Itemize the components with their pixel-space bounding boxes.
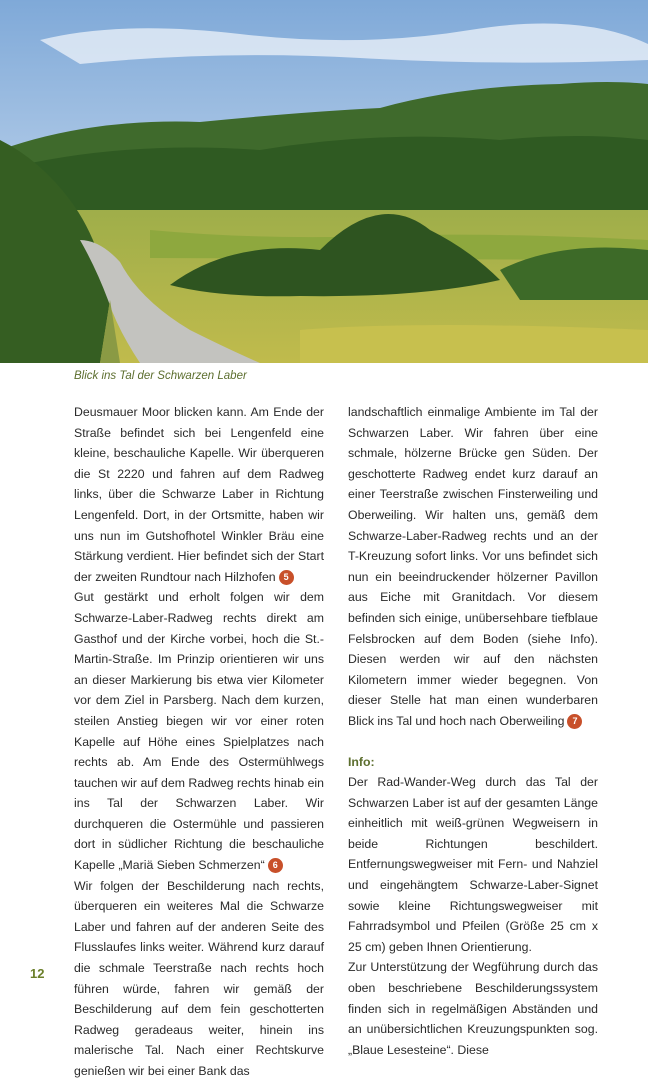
paragraph: Wir folgen der Beschilderung nach rechts, überqueren ein weiteres Mal die Schwarze Laber und fahren auf der anderen Seite des Flusslaufes links weiter. Während kurz darauf die schmale Teerstraße nach rechts hoch führen würde, fahren wir gemäß der Beschilderung auf dem fein geschotterten Radweg geradeaus weiter, hinein ins malerische Tal. Nach einer Rechtskurve genießen wir bei einer Bank das xyxy=(74,878,324,1078)
paragraph: Deusmauer Moor blicken kann. Am Ende der Straße befindet sich bei Lengenfeld eine kleine, beschauliche Kapelle. Wir überqueren die St 2220 und fahren auf dem Radweg links, über die Schwarze Laber in Richtung Lengenfeld. Dort, in der Ortsmitte, haben wir uns nun im Gutshofhotel Winkler Bräu eine Stärkung verdient. Hier befindet sich der Start der zweiten Rundtour nach Hilzhofen 5 xyxy=(74,405,324,584)
route-marker: 6 xyxy=(268,858,283,873)
info-paragraph: Der Rad-Wander-Weg durch das Tal der Schwarzen Laber ist auf der gesamten Länge einheitlich mit weiß-grünen Wegweisern in beide Richtungen beschildert. Entfernungswegweiser mit Fern- und Nahziel und eingehängtem Schwarze-Laber-Signet sowie kleine Richtungswegweiser mit Fahrradsymbol und Pfeilen (Größe 25 cm x 25 cm) geben Ihnen Orientierung. xyxy=(348,775,598,954)
paragraph: Gut gestärkt und erholt folgen wir dem Schwarze-Laber-Radweg rechts direkt am Gasthof und der Kirche vorbei, hoch die St.-Martin-Straße. Im Prinzip orientieren wir uns an dieser Markierung bis etwa vier Kilometer vor dem Ziel in Parsberg. Nach dem kurzen, steilen Anstieg biegen wir vor einer roten Kapelle auf Höhe eines Spielplatzes nach rechts ab. Am Ende des Ostermühlwegs tauchen wir auf dem Radweg rechts hinab ein ins Tal der Schwarzen Laber. Wir durchqueren die Ostermühle und passieren dort in südlicher Richtung die beschauliche Kapelle „Mariä Sieben Schmerzen“ 6 xyxy=(74,590,324,873)
info-paragraph: Zur Unterstützung der Wegführung durch das oben beschriebene Beschilderungssystem finden sich in regelmäßigen Abständen und an unübersichtlichen Kreuzungspunkten sog. „Blaue Lesesteine“. Diese xyxy=(348,960,598,1057)
route-marker: 5 xyxy=(279,570,294,585)
landscape-photo xyxy=(0,0,648,363)
photo-caption: Blick ins Tal der Schwarzen Laber xyxy=(74,370,247,382)
route-marker: 7 xyxy=(567,714,582,729)
info-heading: Info: xyxy=(348,754,375,769)
paragraph: landschaftlich einmalige Ambiente im Tal der Schwarzen Laber. Wir fahren über eine schmale, hölzerne Brücke gen Süden. Der geschotterte Radweg endet kurz darauf an einer Teerstraße zwischen Finsterweiling und Oberweiling. Wir halten uns, gemäß dem Schwarze-Laber-Radweg rechts und an der T-Kreuzung sofort links. Vor uns befindet sich nun ein beeindruckender hölzerner Pavillon aus Eiche mit Granitdach. Vor diesem befinden sich einige, unübersehbare tiefblaue Felsbrocken auf dem Boden (siehe Info). Diesen werden wir auf den nächsten Kilometern immer wieder begegnen. Von dieser Stelle hat man einen wunderbaren Blick ins Tal und hoch nach Oberweiling 7 xyxy=(348,405,598,728)
page-number: 12 xyxy=(30,966,45,981)
right-text-column xyxy=(348,402,598,1060)
left-text-column xyxy=(74,402,324,1082)
